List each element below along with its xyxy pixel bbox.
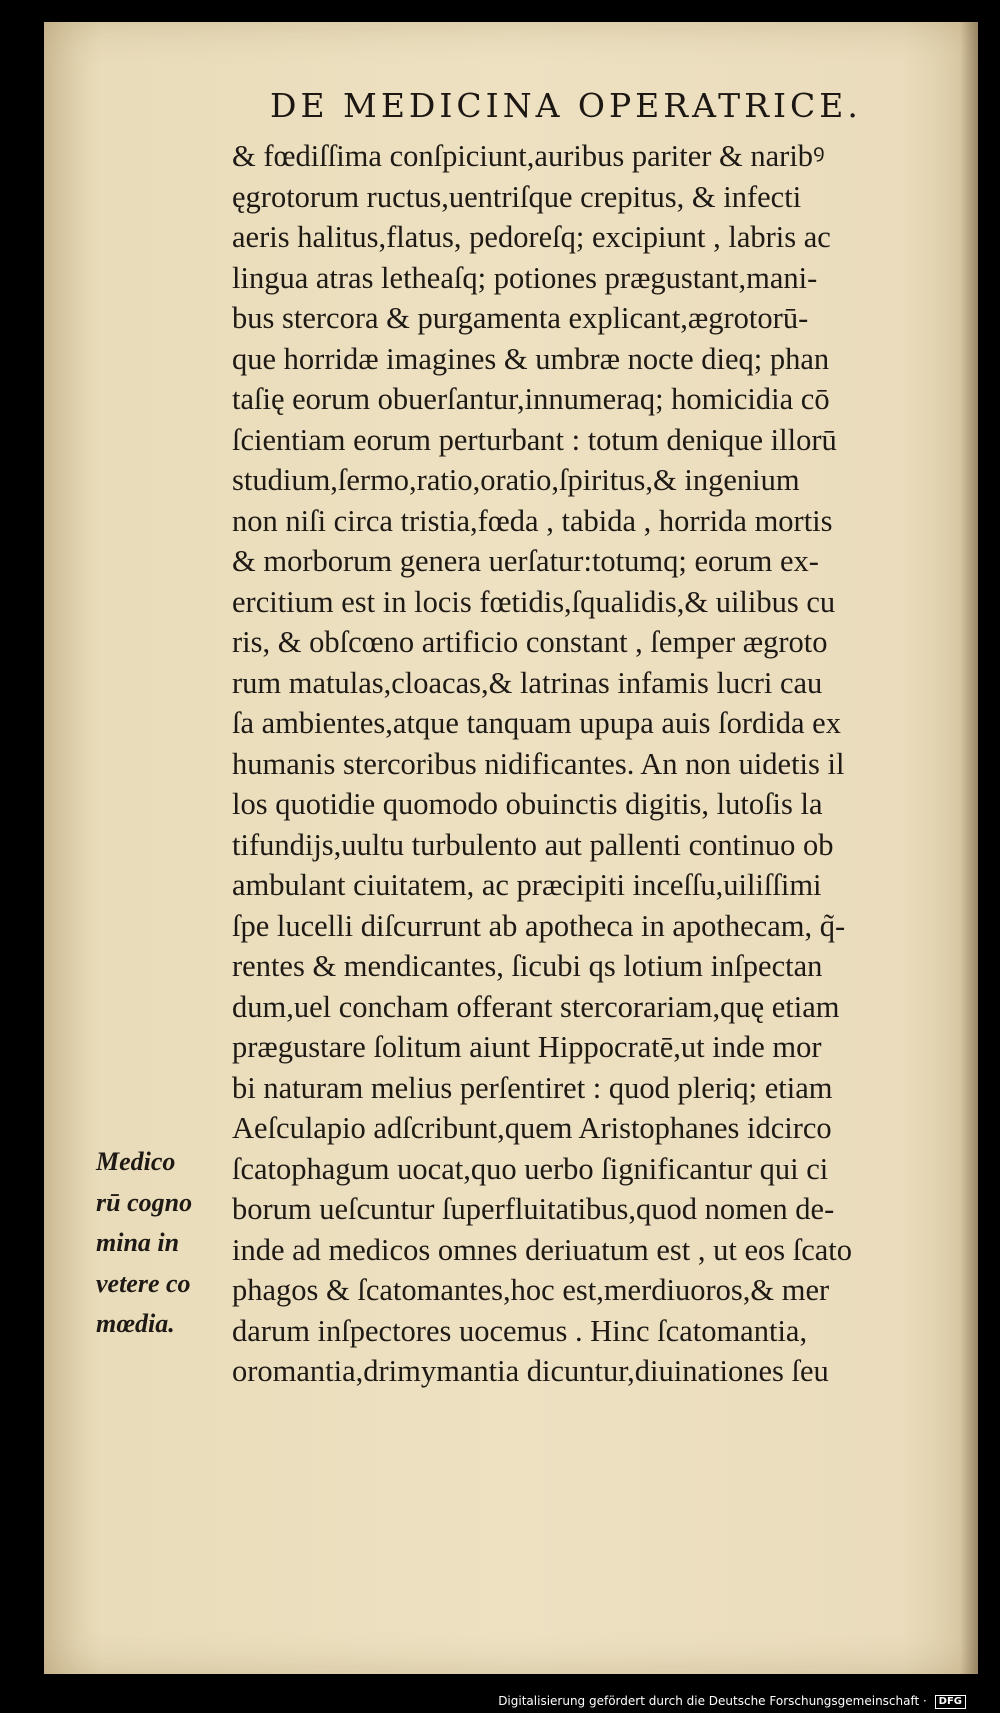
- text-line: rentes & mendicantes, ſicubi qs lotium inſpectan: [232, 949, 823, 983]
- footer-credit: [498, 1694, 966, 1709]
- marginal-note-line: mina in: [96, 1228, 180, 1257]
- text-line: ambulant ciuitatem, ac præcipiti inceſſu,uiliſſimi: [232, 868, 822, 902]
- text-line: los quotidie quomodo obuinctis digitis, lutoſis la: [232, 787, 823, 821]
- text-line: lingua atras letheaſq; potiones prægustant,mani-: [232, 260, 818, 295]
- text-line: darum inſpectores uocemus . Hinc ſcatomantia,: [232, 1313, 808, 1348]
- text-line: taſię eorum obuerſantur,innumeraq; homicidia cō: [232, 382, 830, 416]
- text-line: ris, & obſcœno artificio constant , ſemper ægroto: [232, 625, 828, 659]
- marginal-note-line: Medico: [96, 1147, 176, 1176]
- text-line: phagos & ſcatomantes,hoc est,merdiuoros,& mer: [232, 1273, 830, 1307]
- text-line: rum matulas,cloacas,& latrinas infamis lucri cau: [232, 665, 823, 700]
- text-line: ſa ambientes,atque tanquam upupa auis ſordida ex: [232, 706, 841, 740]
- marginal-note-line: vetere co: [96, 1268, 191, 1298]
- dfg-logo: DFG: [935, 1695, 966, 1709]
- footer-credit-text: Digitalisierung gefördert durch die Deutsche Forschungsgemeinschaft ·: [498, 1694, 927, 1708]
- running-head: DE MEDICINA OPERATRICE.: [270, 86, 862, 125]
- text-line: bi naturam melius perſentiret : quod pleriq; etiam: [232, 1070, 833, 1105]
- text-line: studium,ſermo,ratio,oratio,ſpiritus,& ingenium: [232, 463, 800, 497]
- text-line: que horridæ imagines & umbræ nocte dieq; phan: [232, 341, 830, 376]
- text-line: aeris halitus,flatus, pedoreſq; excipiunt , labris ac: [232, 220, 831, 254]
- text-line: ſcientiam eorum perturbant : totum denique illorū: [232, 422, 837, 457]
- text-line: ęgrotorum ructus,uentriſque crepitus, & infecti: [232, 179, 802, 214]
- text-line: ſcatophagum uocat,quo uerbo ſignificantur qui ci: [232, 1151, 829, 1186]
- text-line: humanis stercoribus nidificantes. An non uidetis il: [232, 746, 845, 781]
- text-line: non niſi circa tristia,fœda , tabida , horrida mortis: [232, 503, 833, 538]
- text-line: inde ad medicos omnes deriuatum est , ut eos ſcato: [232, 1232, 853, 1267]
- text-line: tifundijs,uultu turbulento aut pallenti continuo ob: [232, 827, 834, 862]
- body-text: [232, 136, 992, 1392]
- text-line: Aeſculapio adſcribunt,quem Aristophanes idcirco: [232, 1111, 832, 1145]
- text-line: oromantia,drimymantia dicuntur,diuinationes ſeu: [232, 1354, 829, 1388]
- text-line: bus stercora & purgamenta explicant,ægrotorū-: [232, 301, 809, 335]
- marginal-note-line: rū cogno: [96, 1187, 193, 1217]
- text-line: ercitium est in locis fœtidis,ſqualidis,& uilibus cu: [232, 584, 836, 619]
- text-line: ſpe lucelli diſcurrunt ab apotheca in apothecam, q̃-: [232, 908, 846, 943]
- text-line: & fœdiſſima conſpiciunt,auribus pariter & naribꝰ: [232, 139, 825, 173]
- marginal-note: [96, 1142, 236, 1345]
- text-line: & morborum genera uerſatur:totumq; eorum ex-: [232, 544, 819, 578]
- text-line: borum ueſcuntur ſuperfluitatibus,quod nomen de-: [232, 1192, 835, 1226]
- text-line: prægustare ſolitum aiunt Hippocratē,ut inde mor: [232, 1030, 822, 1064]
- text-line: dum,uel concham offerant stercorariam,quę etiam: [232, 989, 840, 1024]
- marginal-note-line: mœdia.: [96, 1309, 175, 1338]
